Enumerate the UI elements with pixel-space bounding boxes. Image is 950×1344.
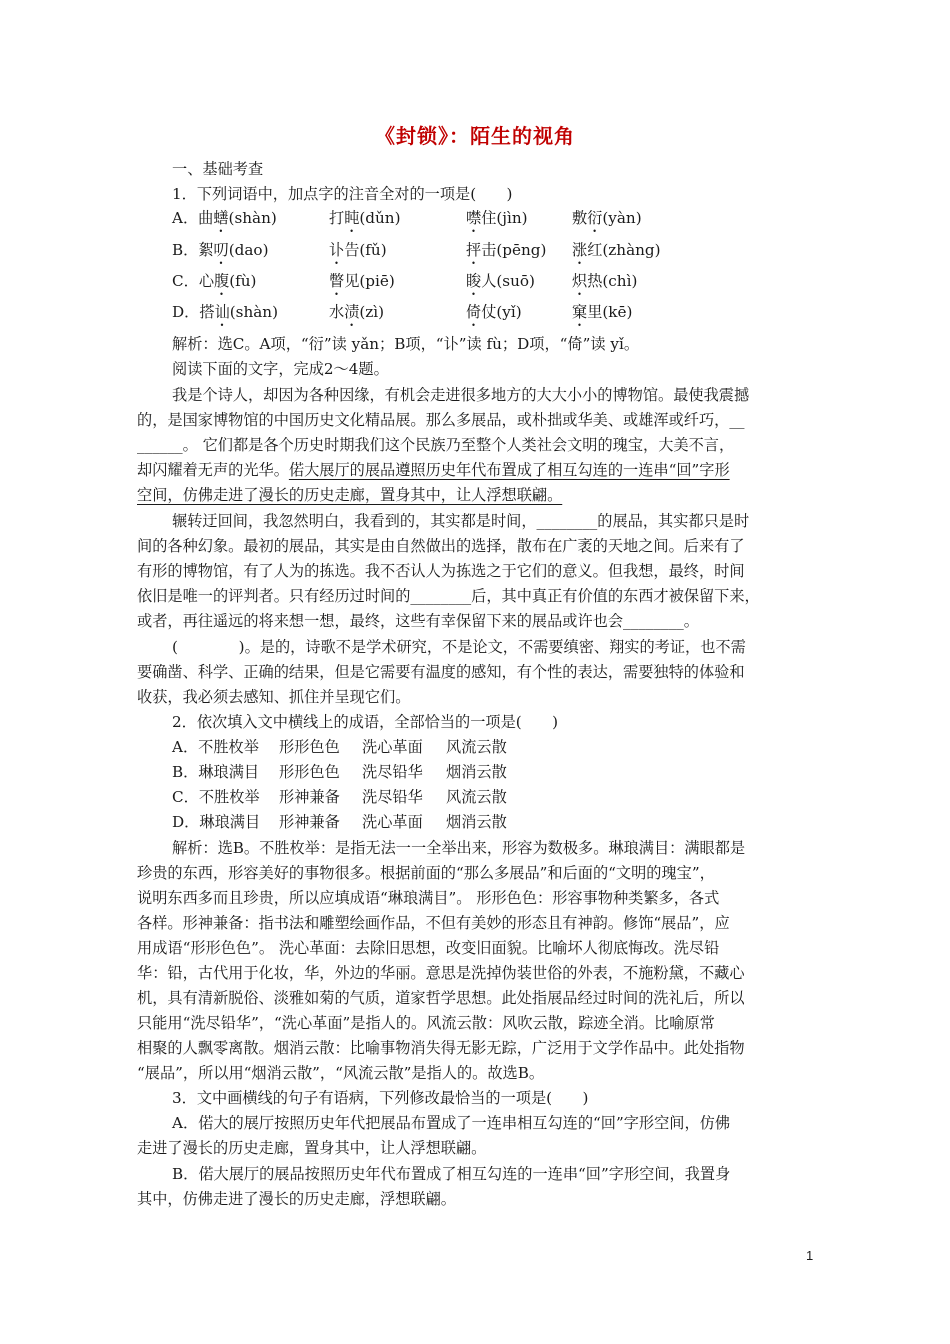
option-label: C． <box>172 788 199 806</box>
word-pinyin: 人(suō) <box>481 272 535 290</box>
word-pinyin: 见(piē) <box>344 272 395 290</box>
word-pinyin: 热(chì) <box>587 272 638 290</box>
q1-option-item <box>172 270 256 299</box>
q1-option-item <box>172 301 278 330</box>
q1-option-item <box>329 239 387 268</box>
idiom-text: 烟消云散 <box>446 813 507 831</box>
idiom-text: 风流云散 <box>446 788 507 806</box>
idiom-text: 洗心革面 <box>362 738 423 756</box>
q1-option-item <box>572 207 642 236</box>
idiom-text: 形神兼备 <box>279 788 340 806</box>
idiom-text: 洗尽铅华 <box>362 788 423 806</box>
q2-option-item <box>446 761 507 783</box>
q1-option-item <box>466 270 535 299</box>
analysis-line: 解析：选B。不胜枚举：是指无法一一全举出来，形容为数极多。琳琅满目：满眼都是 <box>172 839 746 857</box>
dotted-character: 蟮 <box>213 209 229 227</box>
dotted-character: 盹 <box>344 209 360 227</box>
dotted-character: 瞥 <box>329 272 345 290</box>
dotted-character: 睃 <box>466 272 482 290</box>
idiom-text: 洗心革面 <box>362 813 423 831</box>
q2-option-item <box>279 786 340 808</box>
q3-option-a: A．偌大的展厅按照历史年代把展品布置成了一连串相互勾连的“回”字形空间，仿佛 <box>172 1114 731 1132</box>
idiom-text: 风流云散 <box>446 738 507 756</box>
analysis-line: “展品”，所以用“烟消云散”，“风流云散”是指人的。故选B。 <box>137 1064 545 1082</box>
passage-line: 依旧是唯一的评判者。只有经历过时间的________后，其中真正有价值的东西才被保留下来， <box>137 587 760 605</box>
word-pinyin: (yàn) <box>602 209 642 227</box>
dotted-character: 渍 <box>344 303 360 321</box>
dotted-character: 叨 <box>213 241 229 259</box>
dotted-character: 炽 <box>572 272 588 290</box>
passage-line: 有形的博物馆，有了人为的拣选。我不否认人为拣选之于它们的意义。但我想，最终，时间 <box>137 562 745 580</box>
idiom-text: 琳琅满目 <box>198 763 260 781</box>
word-pinyin: 红(zhàng) <box>587 241 661 259</box>
dotted-character: 讣 <box>329 241 345 259</box>
idiom-text: 不胜枚举 <box>198 738 259 756</box>
idiom-text: 形神兼备 <box>279 813 340 831</box>
page-number: 1 <box>806 1248 814 1263</box>
q2-option-item <box>172 761 259 783</box>
idiom-text: 形形色色 <box>279 763 340 781</box>
option-label: C． <box>172 272 199 290</box>
analysis-line: 机，具有清新脱俗、淡雅如菊的气质，道家哲学思想。此处指展品经过时间的洗礼后，所以 <box>137 989 745 1007</box>
q1-stem: 1．下列词语中，加点字的注音全对的一项是( ) <box>172 185 513 203</box>
q1-option-item <box>329 301 384 330</box>
dotted-character: 讪 <box>214 303 230 321</box>
word-text: 心 <box>198 272 214 290</box>
passage-line: 要确凿、科学、正确的结果，但是它需要有温度的感知，有个性的表达，需要独特的体验和 <box>137 663 745 681</box>
q2-option-item <box>279 736 340 758</box>
q2-option-item <box>446 736 507 758</box>
idiom-text: 烟消云散 <box>446 763 507 781</box>
q1-option-item <box>172 239 269 268</box>
passage-line: 收获，我必须去感知、抓住并呈现它们。 <box>137 688 411 706</box>
option-label: B． <box>172 241 199 259</box>
q2-option-item <box>362 811 423 833</box>
section-heading: 一、基础考查 <box>172 160 264 178</box>
word-pinyin: (zì) <box>359 303 385 321</box>
q1-option-item <box>466 207 528 236</box>
q2-option-item <box>172 736 259 758</box>
q3-stem: 3．文中画横线的句子有语病，下列修改最恰当的一项是( ) <box>172 1089 589 1107</box>
passage-line: ( )。是的，诗歌不是学术研究，不是论文，不需要缜密、翔实的考证，也不需 <box>172 638 746 656</box>
word-text: 敷 <box>572 209 588 227</box>
option-label: A． <box>172 738 199 756</box>
q2-option-item <box>362 761 423 783</box>
passage-line: 间的各种幻象。最初的展品，其实是由自然做出的选择，散布在广袤的天地之间。后来有了 <box>137 537 745 555</box>
idiom-text: 洗尽铅华 <box>362 763 423 781</box>
dotted-character: 涨 <box>572 241 588 259</box>
q1-option-item <box>329 270 395 299</box>
word-pinyin: 仗(yǐ) <box>481 303 522 321</box>
passage-line <box>137 459 730 481</box>
q3-option-b: B．偌大展厅的展品按照历史年代布置成了相互勾连的一连串“回”字形空间，我置身 <box>172 1165 731 1183</box>
q3-option-a-cont: 走进了漫长的历史走廊，置身其中，让人浮想联翩。 <box>137 1139 487 1157</box>
idiom-text: 形形色色 <box>279 738 340 756</box>
q1-analysis: 解析：选C。A项，“衍”读 yǎn；B项，“讣”读 fù；D项，“倚”读 yǐ。 <box>172 335 640 353</box>
q2-option-item <box>172 811 260 833</box>
word-pinyin: 里(kē) <box>587 303 633 321</box>
q2-option-item <box>446 786 507 808</box>
q1-option-item <box>466 239 546 268</box>
q2-option-item <box>362 736 423 758</box>
underlined-sentence: 偌大展厅的展品遵照历史年代布置成了相互勾连的一连串“回”字形 <box>288 461 730 479</box>
passage-line: 的，是国家博物馆的中国历史文化精品展。那么多展品，或朴拙或华美、或雄浑或纤巧，__ <box>137 411 745 429</box>
dotted-character: 抨 <box>466 241 482 259</box>
q1-option-item <box>572 270 637 299</box>
word-text: 打 <box>329 209 345 227</box>
q3-option-b-cont: 其中，仿佛走进了漫长的历史走廊，浮想联翩。 <box>137 1190 456 1208</box>
word-pinyin: 告(fǔ) <box>344 241 387 259</box>
option-label: D． <box>172 813 200 831</box>
q1-option-item <box>572 301 632 330</box>
analysis-line: 华：铅，古代用于化妆，华，外边的华丽。意思是洗掉伪装世俗的外表，不施粉黛，不藏心 <box>137 964 745 982</box>
page-title: 《封锁》：陌生的视角 <box>375 124 575 148</box>
q2-option-item <box>279 811 340 833</box>
dotted-character: 噤 <box>466 209 482 227</box>
word-pinyin: (dao) <box>228 241 269 259</box>
idiom-text: 琳琅满目 <box>199 813 261 831</box>
word-pinyin: 击(pēng) <box>481 241 547 259</box>
reading-intro: 阅读下面的文字，完成2～4题。 <box>172 360 389 378</box>
word-pinyin: (shàn) <box>228 209 277 227</box>
idiom-text: 不胜枚举 <box>198 788 260 806</box>
q1-option-item <box>172 207 277 236</box>
option-label: A． <box>172 209 199 227</box>
analysis-line: 用成语“形形色色”。 洗心革面：去除旧思想，改变旧面貌。比喻坏人彻底悔改。洗尽铅 <box>137 939 720 957</box>
analysis-line: 相聚的人飘零离散。烟消云散：比喻事物消失得无影无踪，广泛用于文学作品中。此处指物 <box>137 1039 745 1057</box>
analysis-line: 只能用“洗尽铅华”，“洗心革面”是指人的。风流云散：风吹云散，踪迹全消。比喻原常 <box>137 1014 715 1032</box>
dotted-character: 衍 <box>587 209 603 227</box>
analysis-line: 珍贵的东西，形容美好的事物很多。根据前面的“那么多展品”和后面的“文明的瑰宝”， <box>137 864 715 882</box>
q2-option-item <box>172 786 260 808</box>
q2-stem: 2．依次填入文中横线上的成语，全部恰当的一项是( ) <box>172 713 559 731</box>
q1-option-item <box>329 207 401 236</box>
q1-option-item <box>572 239 661 268</box>
word-text: 曲 <box>198 209 214 227</box>
option-label: B． <box>172 763 199 781</box>
analysis-line: 说明东西多而且珍贵，所以应填成语“琳琅满目”。 形形色色：形容事物种类繁多，各式 <box>137 889 720 907</box>
q2-option-item <box>362 786 423 808</box>
word-text: 絮 <box>198 241 214 259</box>
word-pinyin: (dǔn) <box>359 209 401 227</box>
q2-option-item <box>279 761 340 783</box>
analysis-line: 各样。形神兼备：指书法和雕塑绘画作品，不但有美妙的形态且有神韵。修饰“展品”，应 <box>137 914 730 932</box>
q2-option-item <box>446 811 507 833</box>
passage-line: 辗转迂回间，我忽然明白，我看到的，其实都是时间，________的展品，其实都只是时 <box>172 512 750 530</box>
dotted-character: 倚 <box>466 303 482 321</box>
word-text: 搭 <box>199 303 215 321</box>
underlined-sentence: 空间，仿佛走进了漫长的历史走廊，置身其中，让人浮想联翩。 <box>137 486 563 504</box>
option-label: D． <box>172 303 200 321</box>
passage-line: 或者，再往遥远的将来想一想，最终，这些有幸保留下来的展品或许也会________。 <box>137 612 699 630</box>
dotted-character: 腹 <box>214 272 230 290</box>
q1-option-item <box>466 301 522 330</box>
word-text: 水 <box>329 303 345 321</box>
passage-line: 我是个诗人，却因为各种因缘，有机会走进很多地方的大大小小的博物馆。最使我震撼 <box>172 386 750 404</box>
word-pinyin: (fù) <box>229 272 257 290</box>
passage-line: ______。 它们都是各个历史时期我们这个民族乃至整个人类社会文明的瑰宝，大美不言， <box>137 436 735 454</box>
dotted-character: 窠 <box>572 303 588 321</box>
passage-text: 却闪耀着无声的光华。 <box>137 461 289 479</box>
word-pinyin: 住(jìn) <box>481 209 528 227</box>
word-pinyin: (shàn) <box>229 303 279 321</box>
